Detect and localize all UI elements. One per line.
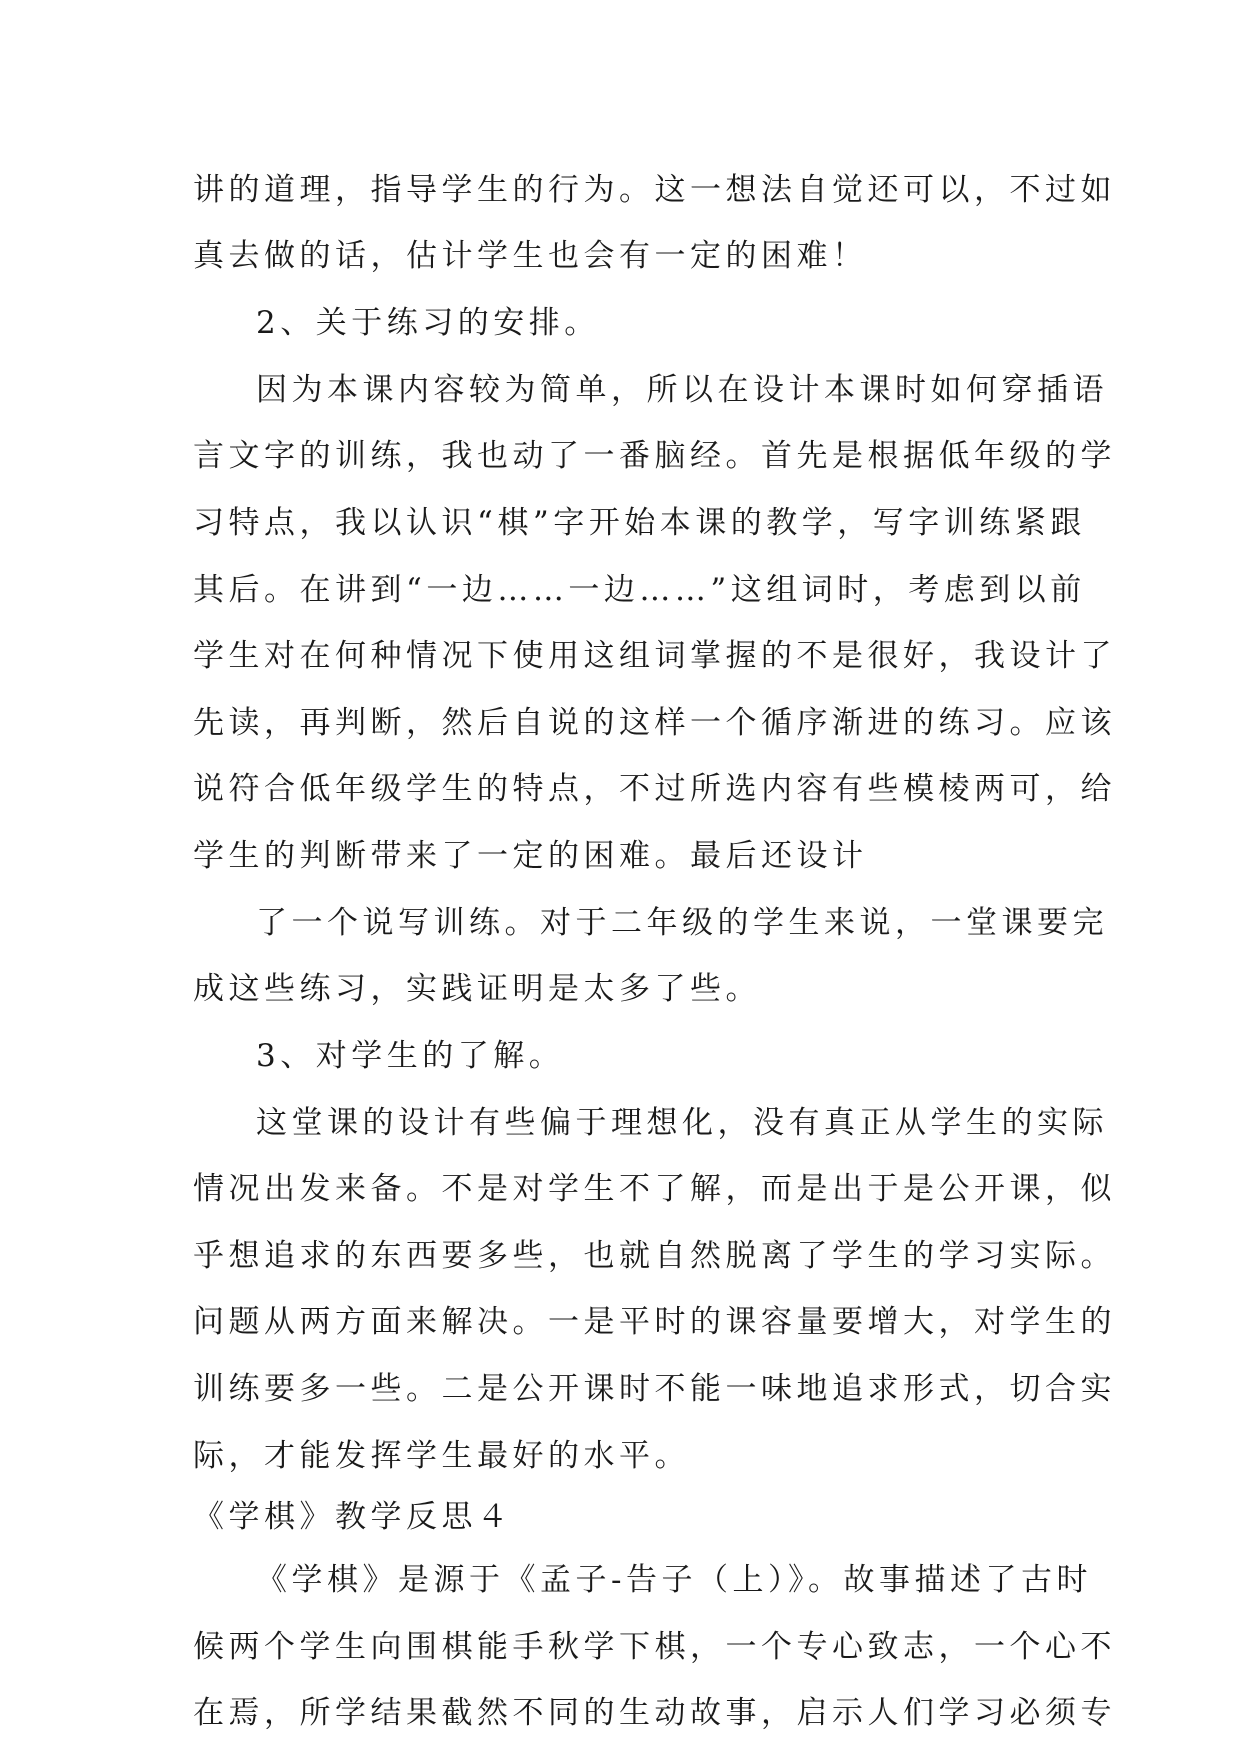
- text-line: 习特点，我以认识“棋”字开始本课的教学，写字训练紧跟: [193, 505, 1086, 541]
- text-line: 这堂课的设计有些偏于理想化，没有真正从学生的实际: [256, 1105, 1108, 1141]
- text-line: 讲的道理，指导学生的行为。这一想法自觉还可以，不过如: [193, 172, 1116, 208]
- text-line: 际，才能发挥学生最好的水平。: [193, 1438, 690, 1474]
- text-line: 学生的判断带来了一定的困难。最后还设计: [193, 838, 868, 874]
- text-line: 了一个说写训练。对于二年级的学生来说，一堂课要完: [256, 905, 1108, 941]
- text-line: 《学棋》是源于《孟子-告子（上）》。故事描述了古时: [256, 1562, 1092, 1598]
- text-line: 乎想追求的东西要多些，也就自然脱离了学生的学习实际。: [193, 1238, 1116, 1274]
- text-line: 情况出发来备。不是对学生不了解，而是出于是公开课，似: [193, 1171, 1116, 1207]
- text-line: 2、关于练习的安排。: [256, 305, 600, 341]
- text-line: 问题从两方面来解决。一是平时的课容量要增大，对学生的: [193, 1304, 1116, 1340]
- text-line: 训练要多一些。二是公开课时不能一味地追求形式，切合实: [193, 1371, 1116, 1407]
- text-line: 3、对学生的了解。: [256, 1038, 565, 1074]
- text-line: 成这些练习，实践证明是太多了些。: [193, 971, 761, 1007]
- text-line: 真去做的话，估计学生也会有一定的困难！: [193, 238, 868, 274]
- text-line: 学生对在何种情况下使用这组词掌握的不是很好，我设计了: [193, 638, 1116, 674]
- text-line: 说符合低年级学生的特点，不过所选内容有些模棱两可，给: [193, 771, 1116, 807]
- text-line: 候两个学生向围棋能手秋学下棋，一个专心致志，一个心不: [193, 1629, 1116, 1665]
- text-line: 其后。在讲到“一边……一边……”这组词时，考虑到以前: [193, 572, 1086, 608]
- section-heading: 《学棋》教学反思４: [193, 1499, 513, 1535]
- text-line: 在焉，所学结果截然不同的生动故事，启示人们学习必须专: [193, 1695, 1116, 1731]
- text-line: 言文字的训练，我也动了一番脑经。首先是根据低年级的学: [193, 438, 1116, 474]
- text-line: 因为本课内容较为简单，所以在设计本课时如何穿插语: [256, 372, 1108, 408]
- text-line: 先读，再判断，然后自说的这样一个循序渐进的练习。应该: [193, 705, 1116, 741]
